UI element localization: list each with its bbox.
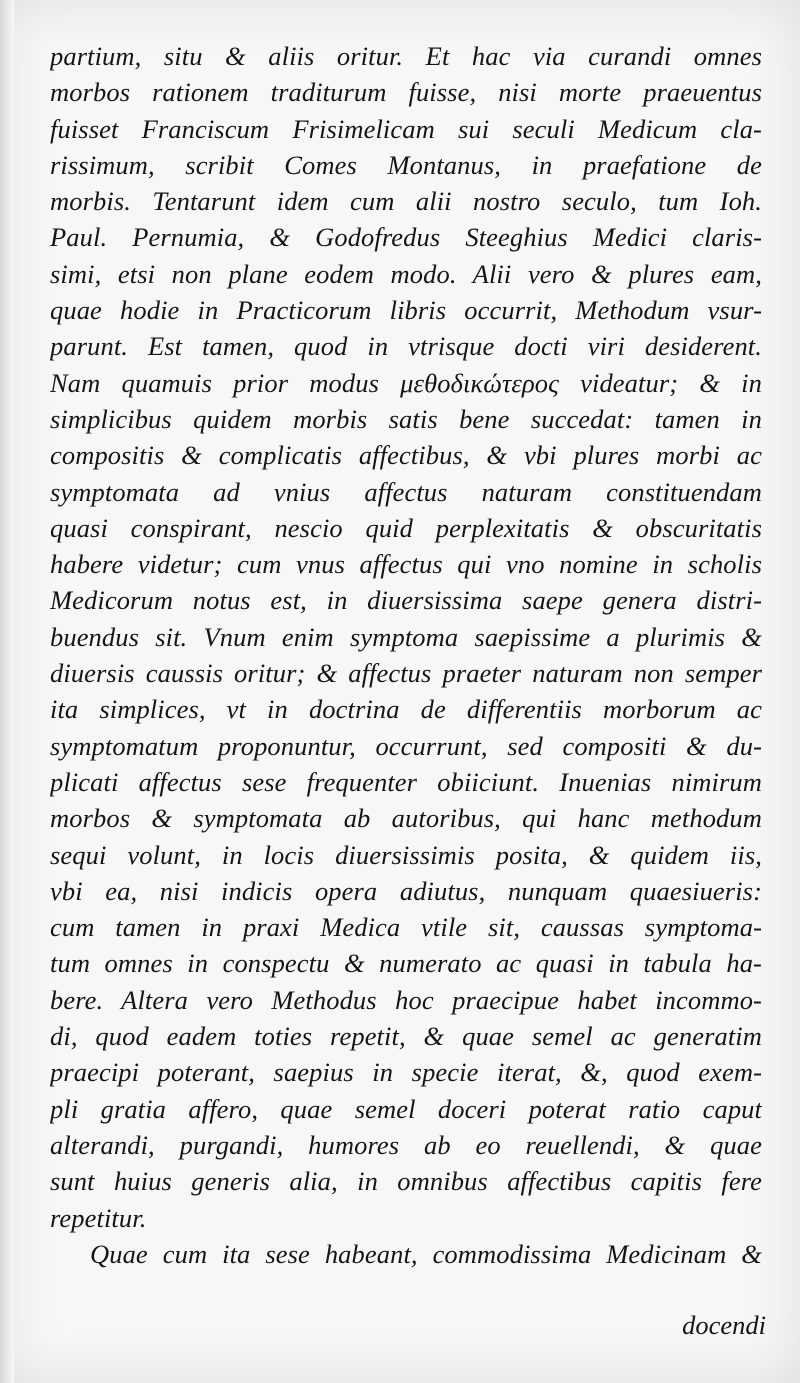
text-line: simi, etsi non plane eodem modo. Alii vero & plures eam, (50, 258, 762, 289)
text-line: parunt. Est tamen, quod in vtrisque docti viri desiderent. (50, 331, 762, 362)
text-line: diuersis caussis oritur; & affectus praeter naturam non semper (50, 658, 762, 689)
paragraph-start-line: Quae cum ita sese habeant, commodissima Medicinam & (90, 1238, 762, 1269)
text-line: simplicibus quidem morbis satis bene succedat: tamen in (50, 403, 762, 434)
text-line: habere videtur; cum vnus affectus qui vno nomine in scholis (50, 549, 762, 580)
text-line: sunt huius generis alia, in omnibus affectibus capitis fere (50, 1166, 762, 1197)
text-line: alterandi, purgandi, humores ab eo reuellendi, & quae (50, 1129, 762, 1160)
text-line: sequi volunt, in locis diuersissimis posita, & quidem iis, (50, 839, 762, 870)
text-line: tum omnes in conspectu & numerato ac quasi in tabula ha- (50, 948, 762, 979)
text-line: quasi conspirant, nescio quid perplexitatis & obscuritatis (50, 512, 762, 543)
page-edge-shadow (0, 0, 14, 1383)
text-line: ita simplices, vt in doctrina de differentiis morborum ac (50, 694, 762, 725)
text-line: partium, situ & aliis oritur. Et hac via curandi omnes (50, 41, 762, 71)
text-line: quae hodie in Practicorum libris occurrit, Methodum vsur- (50, 295, 762, 326)
paragraph-end-line: repetitur. (50, 1202, 147, 1233)
text-line: pli gratia affero, quae semel doceri poterat ratio caput (50, 1093, 762, 1124)
text-line: morbos & symptomata ab autoribus, qui hanc methodum (50, 803, 762, 834)
text-line: Paul. Pernumia, & Godofredus Steeghius Medici claris- (50, 222, 762, 253)
text-line: morbis. Tentarunt idem cum alii nostro seculo, tum Ioh. (50, 186, 762, 217)
text-line: rissimum, scribit Comes Montanus, in praefatione de (50, 149, 762, 180)
text-line: Nam quamuis prior modus μεθοδικώτερος videatur; & in (50, 367, 762, 398)
text-line: compositis & complicatis affectibus, & vbi plures morbi ac (50, 440, 762, 471)
text-line: fuisset Franciscum Frisimelicam sui seculi Medicum cla- (50, 113, 762, 144)
text-line: symptomata ad vnius affectus naturam constituendam (50, 476, 762, 507)
text-line: buendus sit. Vnum enim symptoma saepissime a plurimis & (50, 621, 762, 652)
text-line: vbi ea, nisi indicis opera adiutus, nunquam quaesiueris: (50, 875, 762, 906)
catchword: docendi (682, 1310, 766, 1340)
text-line: Medicorum notus est, in diuersissima saepe genera distri- (50, 585, 762, 616)
text-line: praecipi poterant, saepius in specie iterat, &, quod exem- (50, 1057, 762, 1088)
body-text (50, 38, 762, 1272)
text-line: bere. Altera vero Methodus hoc praecipue habet incommo- (50, 984, 762, 1015)
text-line: di, quod eadem toties repetit, & quae semel ac generatim (50, 1021, 762, 1052)
text-line: morbos rationem traditurum fuisse, nisi morte praeuentus (50, 77, 762, 108)
text-line: cum tamen in praxi Medica vtile sit, caussas symptoma- (50, 912, 762, 943)
text-line: symptomatum proponuntur, occurrunt, sed compositi & du- (50, 730, 762, 761)
text-line: plicati affectus sese frequenter obiiciunt. Inuenias nimirum (50, 766, 762, 797)
